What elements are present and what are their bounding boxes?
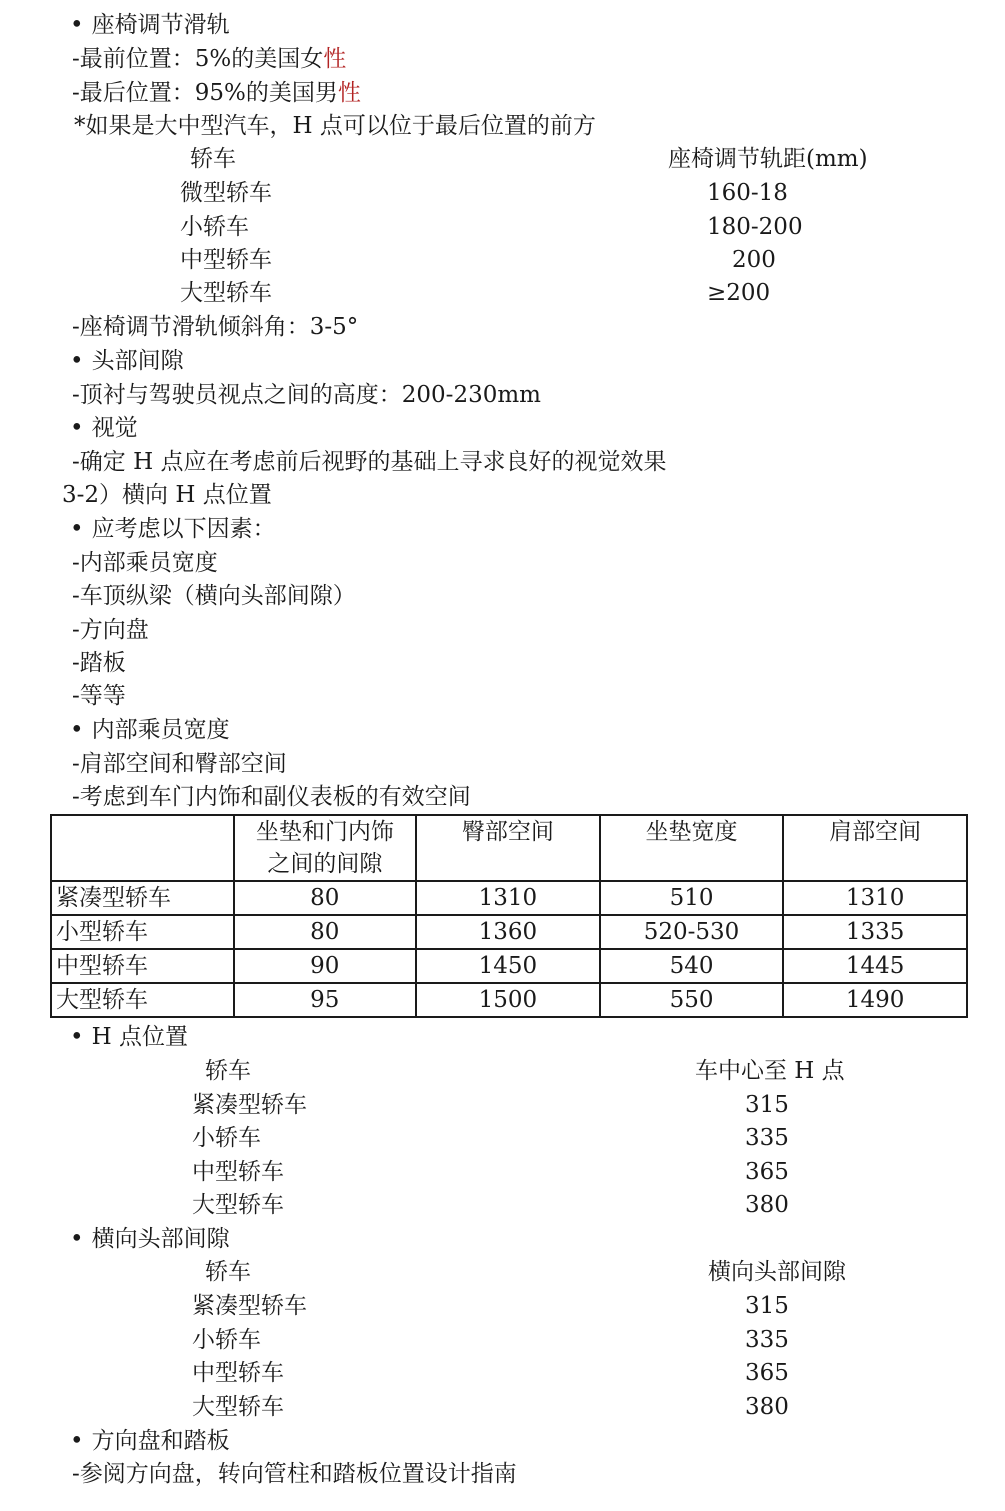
seat-track-col-distance: 座椅调节轨距(mm)	[668, 146, 868, 172]
h-point-heading: • H 点位置	[70, 1022, 188, 1052]
table-cell: 1490	[783, 983, 967, 1017]
vision-text: -确定 H 点应在考虑前后视野的基础上寻求良好的视觉效果	[72, 449, 667, 475]
dimensions-table	[50, 814, 968, 1018]
table-row	[51, 983, 967, 1017]
table-cell: 80	[234, 915, 417, 949]
table-cell: 大型轿车	[51, 983, 234, 1017]
lateral-head-car: 紧凑型轿车	[192, 1293, 307, 1319]
lateral-head-value: 380	[745, 1394, 789, 1420]
head-clearance-heading: • 头部间隙	[70, 346, 184, 376]
lateral-head-value: 335	[745, 1327, 789, 1353]
table-cell: 550	[600, 983, 784, 1017]
factor-item: -内部乘员宽度	[72, 550, 218, 576]
h-point-car: 小轿车	[192, 1125, 261, 1151]
table-header-row	[51, 815, 967, 881]
seat-track-value: ≥200	[707, 280, 771, 306]
table-cell: 1360	[416, 915, 600, 949]
table-cell: 1310	[783, 881, 967, 915]
lateral-heading: 3-2）横向 H 点位置	[62, 482, 272, 508]
seat-track-car: 小轿车	[180, 214, 249, 240]
lateral-head-car: 中型轿车	[192, 1360, 284, 1386]
table-header-cell: 坐垫和门内饰 之间的间隙	[234, 815, 417, 881]
seat-track-car: 大型轿车	[180, 280, 272, 306]
table-cell: 1500	[416, 983, 600, 1017]
table-cell: 中型轿车	[51, 949, 234, 983]
table-cell: 510	[600, 881, 784, 915]
factor-item: -车顶纵梁（横向头部间隙）	[72, 583, 356, 609]
h-point-car: 大型轿车	[192, 1192, 284, 1218]
lateral-head-col-car: 轿车	[205, 1259, 251, 1285]
table-cell: 1445	[783, 949, 967, 983]
h-point-value: 315	[745, 1092, 789, 1118]
h-point-car: 中型轿车	[192, 1159, 284, 1185]
lateral-head-value: 315	[745, 1293, 789, 1319]
front-position-line: -最前位置：5%的美国女性	[72, 46, 347, 72]
table-cell: 90	[234, 949, 417, 983]
vision-heading: • 视觉	[70, 413, 138, 443]
seat-track-value: 200	[732, 247, 776, 273]
lateral-head-col-value: 横向头部间隙	[708, 1259, 846, 1285]
table-cell: 80	[234, 881, 417, 915]
table-cell: 紧凑型轿车	[51, 881, 234, 915]
lateral-head-car: 小轿车	[192, 1327, 261, 1353]
table-cell: 520-530	[600, 915, 784, 949]
h-point-col-value: 车中心至 H 点	[695, 1058, 845, 1084]
wheel-pedal-heading: • 方向盘和踏板	[70, 1426, 230, 1456]
h-point-car: 紧凑型轿车	[192, 1092, 307, 1118]
width-item: -考虑到车门内饰和副仪表板的有效空间	[72, 784, 471, 810]
factor-item: -踏板	[72, 650, 126, 676]
seat-track-value: 160-18	[707, 180, 788, 206]
factor-item: -方向盘	[72, 617, 149, 643]
wheel-pedal-text: -参阅方向盘，转向管柱和踏板位置设计指南	[72, 1461, 517, 1487]
lateral-head-heading: • 横向头部间隙	[70, 1224, 230, 1254]
rear-position-line: -最后位置：95%的美国男性	[72, 80, 361, 106]
table-cell: 1335	[783, 915, 967, 949]
factor-item: -等等	[72, 683, 126, 709]
lateral-head-car: 大型轿车	[192, 1394, 284, 1420]
lateral-head-value: 365	[745, 1360, 789, 1386]
table-header-cell: 臀部空间	[416, 815, 600, 881]
table-cell: 小型轿车	[51, 915, 234, 949]
h-point-col-car: 轿车	[205, 1058, 251, 1084]
table-row	[51, 881, 967, 915]
seat-track-car: 中型轿车	[180, 247, 272, 273]
table-row	[51, 949, 967, 983]
table-header-cell	[51, 815, 234, 881]
factors-heading: • 应考虑以下因素：	[70, 514, 276, 544]
width-item: -肩部空间和臀部空间	[72, 751, 287, 777]
head-clearance-text: -顶衬与驾驶员视点之间的高度：200-230mm	[72, 382, 541, 408]
table-header-cell: 肩部空间	[783, 815, 967, 881]
table-header-cell: 坐垫宽度	[600, 815, 784, 881]
h-point-value: 335	[745, 1125, 789, 1151]
table-row	[51, 915, 967, 949]
h-point-value: 365	[745, 1159, 789, 1185]
table-cell: 1310	[416, 881, 600, 915]
h-point-value: 380	[745, 1192, 789, 1218]
incline-line: -座椅调节滑轨倾斜角：3-5°	[72, 314, 359, 340]
occupant-width-heading: • 内部乘员宽度	[70, 715, 230, 745]
seat-track-col-car: 轿车	[190, 146, 236, 172]
seat-track-heading: • 座椅调节滑轨	[70, 10, 230, 40]
seat-track-car: 微型轿车	[180, 180, 272, 206]
table-cell: 95	[234, 983, 417, 1017]
large-car-note: *如果是大中型汽车，H 点可以位于最后位置的前方	[74, 113, 596, 139]
table-cell: 540	[600, 949, 784, 983]
seat-track-value: 180-200	[707, 214, 803, 240]
table-cell: 1450	[416, 949, 600, 983]
